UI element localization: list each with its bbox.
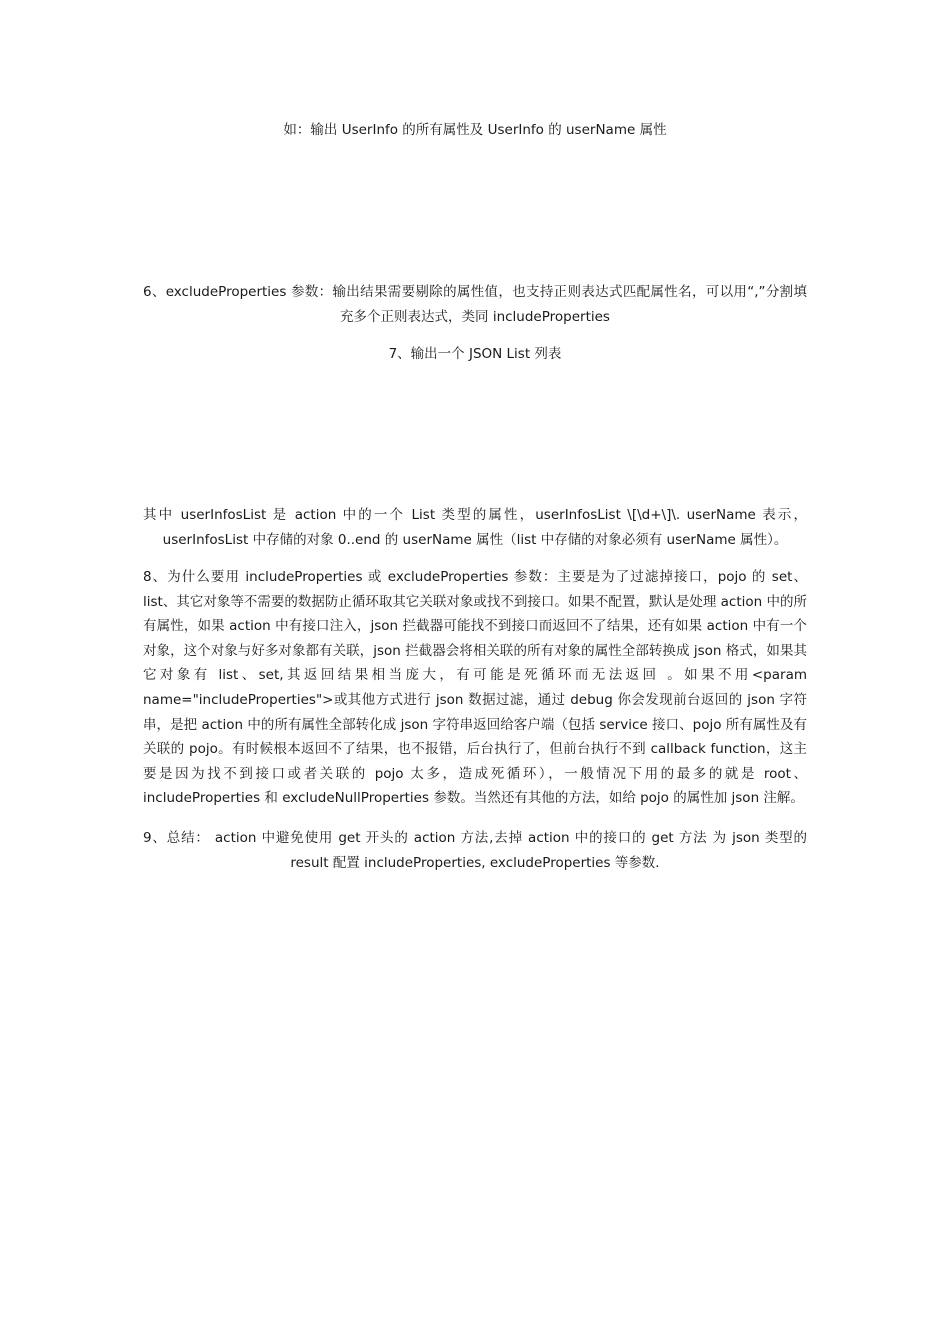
example-block — [143, 118, 807, 143]
section-9 — [143, 826, 807, 875]
example-line: 如：输出 UserInfo 的所有属性及 UserInfo 的 userName 属性 — [283, 122, 667, 138]
list-explanation — [143, 503, 807, 552]
section-8-text: 8、为什么要用 includeProperties 或 excludeProperties 参数：主要是为了过滤掉接口，pojo 的 set、list、其它对象等不需要的数据防止循环取其它关联对象或找不到接口。如果不配置，默认是处理 action 中的所有属性，如果 action 中有接口注入，json 拦截器可能找不到接口而返回不了结果，还有如果 action 中有一个对象，这个对象与好多对象都有关联，json 拦截器会将相关联的所有对象的属性全部转换成 json 格式，如果其它对象有 list、set,其返回结果相当庞大，有可能是死循环而无法返回 。如果不用<param name="includeProperties">或其他方式进行 json 数据过滤，通过 debug 你会发现前台返回的 json 字符串，是把 action 中的所有属性全部转化成 json 字符串返回给客户端（包括 service 接口、pojo 所有属性及有关联的 pojo。有时候根本返回不了结果，也不报错，后台执行了，但前台执行不到 callback function，这主要是因为找不到接口或者关联的 pojo 太多，造成死循环），一般情况下用的最多的就是 root、includeProperties 和 excludeNullProperties 参数。当然还有其他的方法，如给 pojo 的属性加 json 注解。 — [143, 569, 807, 807]
section-9-text: 9、总结： action 中避免使用 get 开头的 action 方法,去掉 action 中的接口的 get 方法 为 json 类型的 result 配置 includeProperties, excludeProperties 等参数. — [143, 830, 807, 871]
section-6-text: 6、excludeProperties 参数：输出结果需要剔除的属性值，也支持正则表达式匹配属性名，可以用“,”分割填充多个正则表达式，类同 includeProperties — [143, 284, 807, 325]
section-7 — [143, 342, 807, 367]
section-7-title: 7、输出一个 JSON List 列表 — [388, 346, 562, 362]
section-6 — [143, 280, 807, 329]
list-explanation-text: 其中 userInfosList 是 action 中的一个 List 类型的属性，userInfosList \[\d+\]\. userName 表示，userInfosList 中存储的对象 0..end 的 userName 属性（list 中存储的对象必须有 userName 属性）。 — [143, 507, 807, 548]
section-8 — [143, 565, 807, 811]
